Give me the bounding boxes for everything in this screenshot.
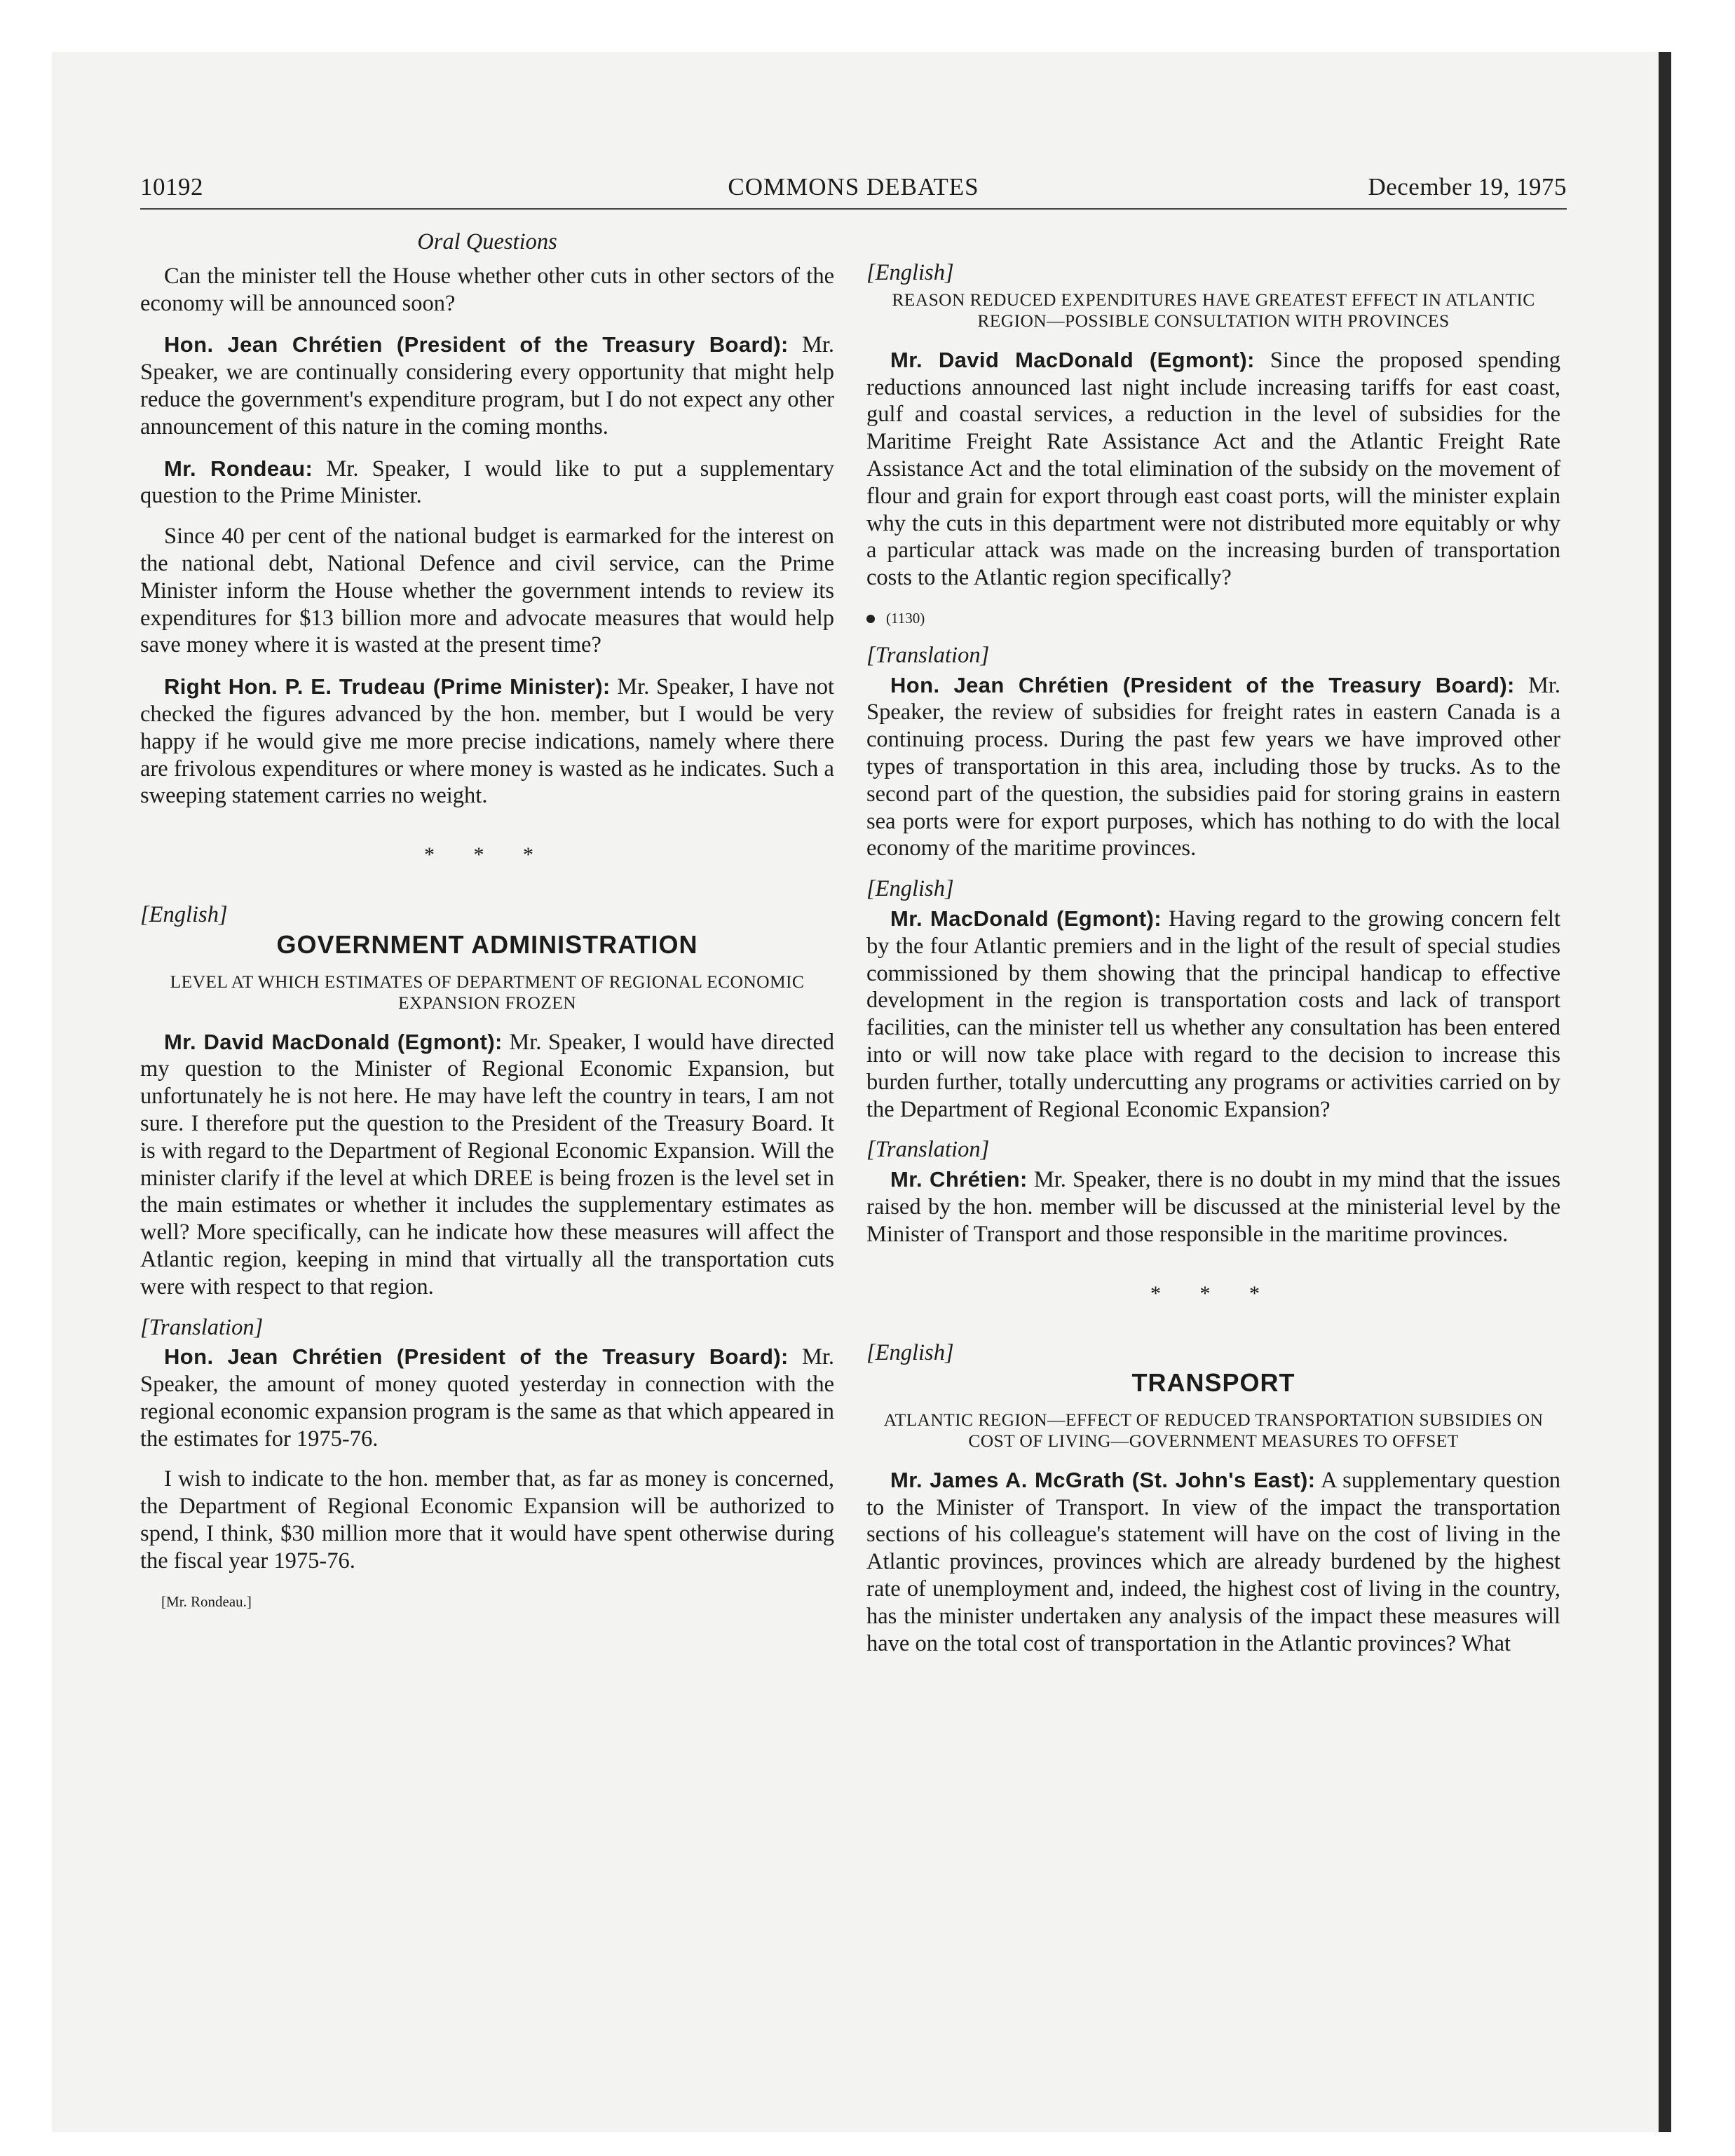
speech-paragraph: [140, 456, 834, 510]
page-header: [140, 173, 1567, 210]
publication-date: December 19, 1975: [1368, 173, 1567, 200]
speech-paragraph: [866, 672, 1560, 863]
subject-heading: LEVEL AT WHICH ESTIMATES OF DEPARTMENT OF REGIONAL ECONOMIC EXPANSION FROZEN: [170, 971, 805, 1013]
subject-heading: ATLANTIC REGION—EFFECT OF REDUCED TRANSPORTATION SUBSIDIES ON COST OF LIVING—GOVERNMENT MEASURES TO OFFSET: [883, 1409, 1544, 1451]
language-marker: [Translation]: [140, 1314, 264, 1340]
continuation-note: [Mr. Rondeau.]: [161, 1592, 252, 1610]
language-marker: [Translation]: [866, 642, 990, 668]
speaker-name: Mr. Chrétien:: [890, 1167, 1028, 1192]
speech-paragraph: [140, 1344, 834, 1452]
speech-text: Mr. Speaker, we are continually considering every opportunity that might help reduce the government's expenditure program, but I do not expect any other announcement of this nature in the coming months.: [140, 332, 835, 439]
speech-text: Since the proposed spending reductions announced last night include increasing tariffs for east coast, gulf and coastal services, a reduction in the level of subsidies for the Maritime Freight Rate Assistance Act and the Atlantic Freight Rate Assistance Act and the total elimination of the subsidy on the movement of flour and grain for export through east coast ports, will the minister explain why the cuts in this department were not distributed more equitably or why a particular attack was made on the increasing burden of transportation costs to the Atlantic region specifically?: [866, 347, 1560, 591]
language-marker: [English]: [866, 260, 954, 285]
publication-title: COMMONS DEBATES: [728, 173, 979, 200]
speaker-name: Mr. David MacDonald (Egmont):: [164, 1029, 503, 1054]
speech-paragraph: [140, 1029, 834, 1301]
language-marker: [English]: [866, 876, 954, 902]
speech-text: Having regard to the growing concern felt by the four Atlantic premiers and in the light of the result of special studies commissioned by them showing that the principal handicap to effective development in the region is transportation costs and lack of transport facilities, can the minister tell us whether any consultation has been entered into or will now take place with regard to the decision to increase this burden further, totally undercutting any programs or activities carried on by the Department of Regional Economic Expansion?: [866, 906, 1560, 1122]
speech-text: A supplementary question to the Minister of Transport. In view of the impact the transportation sections of his colleague's statement will have on the cost of living in the Atlantic provinces, provinces which are already burdened by the highest rate of unemployment and, indeed, the highest cost of living in the country, has the minister undertaken any analysis of the impact these measures will have on the total cost of transportation in the Atlantic provinces? What: [866, 1467, 1560, 1656]
section-separator: * * *: [424, 843, 550, 867]
speech-text: Mr. Speaker, the amount of money quoted yesterday in connection with the regional economic expansion program is the same as that which appeared in the estimates for 1975-76.: [140, 1344, 835, 1452]
speech-text: Mr. Speaker, I would like to put a supplementary question to the Prime Minister.: [140, 456, 834, 509]
speech-text: Mr. Speaker, there is no doubt in my mind that the issues raised by the hon. member will be discussed at the ministerial level by the Minister of Transport and those responsible in the maritime provinces.: [866, 1167, 1560, 1247]
speech-paragraph: [866, 906, 1560, 1123]
speaker-name: Hon. Jean Chrétien (President of the Treasury Board):: [164, 1344, 789, 1370]
speech-text: Mr. Speaker, I have not checked the figures advanced by the hon. member, but I would be very happy if he would give me more precise indications, namely where there are frivolous expenditures or where money is wasted as he indicates. Such a sweeping statement carries no weight.: [140, 674, 834, 809]
running-head: Oral Questions: [417, 229, 557, 254]
right-column: [866, 228, 1560, 1670]
left-column: [140, 228, 834, 1615]
speaker-name: Mr. Rondeau:: [164, 456, 313, 481]
section-heading: GOVERNMENT ADMINISTRATION: [276, 929, 698, 959]
time-label: (1130): [886, 609, 925, 627]
speech-paragraph: [140, 332, 834, 440]
bullet-icon: [866, 615, 875, 623]
speech-paragraph: [866, 1467, 1560, 1658]
speaker-name: Hon. Jean Chrétien (President of the Treasury Board):: [164, 332, 789, 357]
page-number: 10192: [140, 173, 203, 200]
paragraph: Can the minister tell the House whether other cuts in other sectors of the economy will be announced soon?: [140, 263, 834, 316]
section-heading: TRANSPORT: [1131, 1368, 1295, 1398]
speech-paragraph: [866, 347, 1560, 592]
speech-paragraph: [140, 674, 834, 810]
language-marker: [English]: [866, 1340, 954, 1366]
speech-paragraph: [866, 1166, 1560, 1248]
speaker-name: Mr. David MacDonald (Egmont):: [890, 347, 1255, 372]
speaker-name: Right Hon. P. E. Trudeau (Prime Minister):: [164, 674, 611, 700]
page-edge-shadow: [1659, 52, 1671, 2132]
speaker-name: Mr. MacDonald (Egmont):: [890, 906, 1162, 931]
speech-text: Mr. Speaker, I would have directed my question to the Minister of Regional Economic Expansion, but unfortunately he is not here. He may have left the country in tears, I am not sure. I therefore put the question to the President of the Treasury Board. It is with regard to the Department of Regional Economic Expansion. Will the minister clarify if the level at which DREE is being frozen is the level set in the main estimates or whether it includes the supplementary estimates as well? More specifically, can he indicate how these measures will affect the Atlantic region, keeping in mind that virtually all the transportation cuts were with respect to that region.: [140, 1029, 834, 1299]
language-marker: [English]: [140, 901, 228, 927]
language-marker: [Translation]: [866, 1137, 990, 1163]
paragraph: I wish to indicate to the hon. member that, as far as money is concerned, the Department of Regional Economic Expansion will be authorized to spend, I think, $30 million more that it would have spent otherwise during the fiscal year 1975-76.: [140, 1466, 834, 1574]
subject-heading: REASON REDUCED EXPENDITURES HAVE GREATEST EFFECT IN ATLANTIC REGION—POSSIBLE CONSULTATION WITH PROVINCES: [892, 289, 1535, 331]
speaker-name: Mr. James A. McGrath (St. John's East):: [890, 1467, 1316, 1492]
paragraph: Since 40 per cent of the national budget is earmarked for the interest on the national debt, National Defence and civil service, can the Prime Minister inform the House whether the government intends to review its expenditures for $13 billion more and advocate measures that would help save money where it is wasted at the present time?: [140, 524, 834, 658]
speech-text: Mr. Speaker, the review of subsidies for freight rates in eastern Canada is a continuing process. During the past few years we have improved other types of transportation in this area, including those by trucks. As to the second part of the question, the subsidies paid for storing grains in eastern sea ports were for export purposes, which has nothing to do with the local economy of the maritime provinces.: [866, 672, 1561, 861]
time-marker: [866, 605, 1560, 632]
section-separator: * * *: [1150, 1281, 1277, 1305]
speaker-name: Hon. Jean Chrétien (President of the Treasury Board):: [890, 672, 1515, 697]
